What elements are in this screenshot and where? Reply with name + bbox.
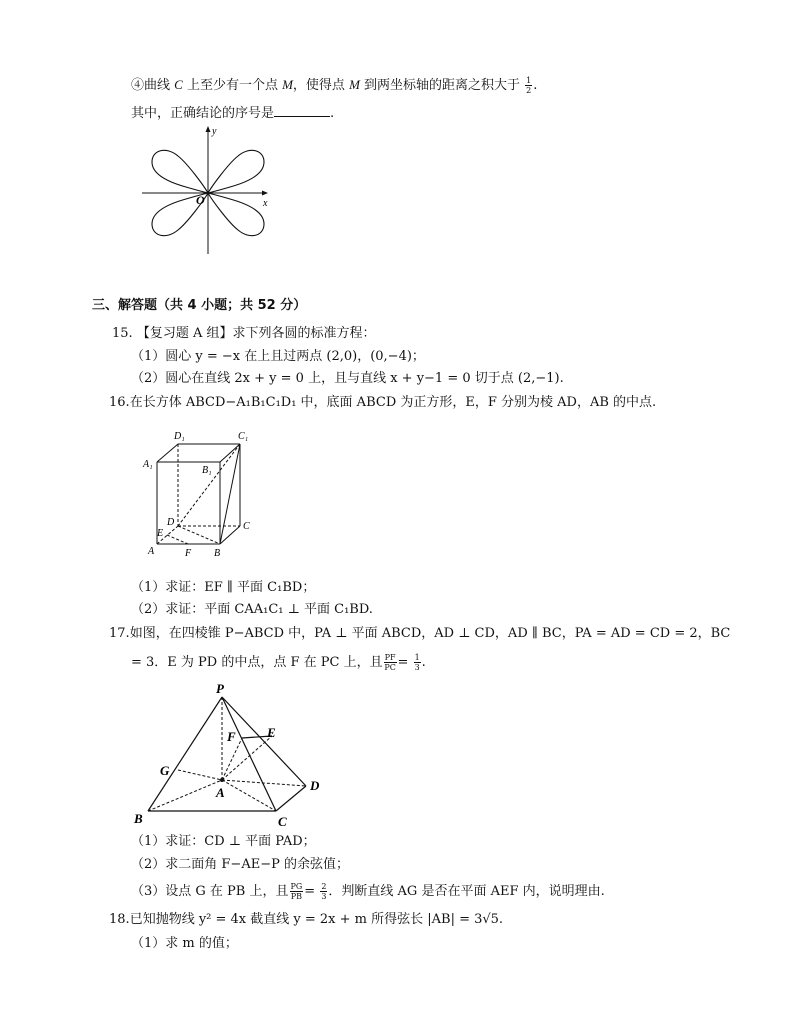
q17-part3-text: = xyxy=(304,884,320,899)
q17-stem-text: 如图，在四棱锥 P−ABCD 中，PA ⊥ 平面 ABCD，AD ⊥ CD，AD ∥ BC，PA = AD = CD = 2，BC xyxy=(129,626,731,641)
q17-stem-text: = xyxy=(397,655,413,670)
label-d1: D₁ xyxy=(174,431,185,442)
label-a: A xyxy=(216,785,225,800)
q16-part2: （2）求证：平面 CAA₁C₁ ⊥ 平面 C₁BD. xyxy=(131,602,373,617)
q16-part1: （1）求证：EF ∥ 平面 C₁BD； xyxy=(131,580,316,595)
label-c: C xyxy=(278,814,287,829)
frac-den: 3 xyxy=(321,892,327,901)
frac-num: PF xyxy=(384,653,396,662)
q15-part2: （2）圆心在直线 2x + y = 0 上，且与直线 x + y−1 = 0 切于点 (2,−1). xyxy=(131,371,564,386)
q18-stem-text: 已知抛物线 y² = 4x 截直线 y = 2x + m 所得弦长 |AB| = 3√5. xyxy=(129,912,504,927)
q15-part1: （1）圆心 y = −x 在上且过两点 (2,0)，(0,−4)； xyxy=(131,349,425,364)
answer-blank[interactable] xyxy=(274,104,330,117)
q17-stem1 xyxy=(109,625,730,643)
q17-part3-text: ．判断直线 AG 是否在平面 AEF 内，说明理由. xyxy=(328,884,605,899)
frac-den: PB xyxy=(290,892,303,901)
q14-item4 xyxy=(131,76,537,95)
edge-pc xyxy=(222,697,276,811)
label-f: F xyxy=(227,729,236,744)
question-number: 16. xyxy=(109,395,130,410)
edge-cd xyxy=(276,786,306,811)
label-b: B xyxy=(214,548,221,559)
question-number: 17. xyxy=(109,626,130,641)
q14-var-m: M xyxy=(282,77,293,92)
q17-stem-text: . xyxy=(421,655,426,670)
label-d: D xyxy=(167,517,175,528)
q18-part1: （1）求 m 的值； xyxy=(131,936,238,951)
question-number: 18. xyxy=(109,912,130,927)
q14-frac-den: 2 xyxy=(526,86,532,95)
q17-part2: （2）求二面角 F−AE−P 的余弦值； xyxy=(131,857,349,872)
q17-fraction-one-third xyxy=(414,653,421,672)
segment-ac xyxy=(222,780,276,811)
q14-frac-num: 1 xyxy=(526,76,532,85)
frac-den: PC xyxy=(384,663,396,672)
point-a xyxy=(220,778,224,782)
frac-den: 3 xyxy=(414,663,420,672)
segment-ef xyxy=(167,535,188,544)
q17-part3 xyxy=(131,882,605,901)
segment-bd xyxy=(178,526,220,544)
q14-item4-text: 到两坐标轴的距离之积大于 xyxy=(359,78,525,93)
q14-var-c: C xyxy=(174,77,183,92)
question-number: 15. xyxy=(112,326,133,341)
q15-stem xyxy=(112,325,375,343)
label-e: E xyxy=(157,528,164,539)
label-d: D xyxy=(310,778,320,793)
label-g: G xyxy=(160,763,170,778)
segment-ab xyxy=(148,780,222,811)
q17-part1: （1）求证：CD ⊥ 平面 PAD； xyxy=(131,834,316,849)
q14-var-m: M xyxy=(349,77,360,92)
q16-stem-text: 在长方体 ABCD−A₁B₁C₁D₁ 中，底面 ABCD 为正方形，E，F 分别为棱 AD，AB 的中点. xyxy=(129,395,657,410)
q16-stem xyxy=(109,394,656,412)
q17-fraction-pf-pc xyxy=(384,653,397,672)
y-axis-label: y xyxy=(212,126,217,137)
x-axis-arrow xyxy=(262,191,268,196)
label-b: B xyxy=(134,811,143,826)
q17-stem2 xyxy=(131,653,426,672)
origin-label: O xyxy=(196,193,205,207)
four-leaf-curve-figure xyxy=(138,124,278,256)
label-c1: C₁ xyxy=(238,431,249,442)
label-a: A xyxy=(148,546,155,557)
label-a1: A₁ xyxy=(143,459,153,470)
label-f: F xyxy=(185,548,192,559)
q14-conclusion-text: . xyxy=(330,106,335,121)
q14-item4-text: . xyxy=(533,78,538,93)
segment-c1d xyxy=(178,444,240,526)
segment-af xyxy=(222,738,242,780)
section-title: 三、解答题（共 4 小题；共 52 分） xyxy=(92,298,307,313)
x-axis-label: x xyxy=(263,198,268,209)
q17-fraction-two-thirds xyxy=(320,882,327,901)
frac-num: 2 xyxy=(321,882,327,891)
label-b1: B₁ xyxy=(202,465,212,476)
frac-num: PG xyxy=(290,882,303,891)
q17-fraction-pg-pb xyxy=(290,882,304,901)
label-p: P xyxy=(216,681,224,696)
q17-stem-text: = 3．E 为 PD 的中点，点 F 在 PC 上，且 xyxy=(131,655,383,670)
q14-conclusion xyxy=(131,104,334,123)
pyramid-figure xyxy=(130,680,330,830)
label-c: C xyxy=(243,521,250,532)
q14-item4-text: ，使得点 xyxy=(292,78,350,93)
edge-pb xyxy=(148,697,222,811)
q14-item4-text: 上至少有一个点 xyxy=(182,78,283,93)
q15-stem-text: 【复习题 A 组】求下列各圆的标准方程： xyxy=(136,326,376,341)
frac-num: 1 xyxy=(414,653,420,662)
edge-a1d1 xyxy=(157,444,178,462)
y-axis-arrow xyxy=(206,126,211,132)
segment-ag xyxy=(178,770,222,780)
q17-part3-text: （3）设点 G 在 PB 上，且 xyxy=(131,884,289,899)
q18-stem xyxy=(109,911,503,929)
q14-item4-text: ④曲线 xyxy=(131,78,175,93)
cuboid-figure xyxy=(140,426,260,560)
q14-conclusion-text: 其中，正确结论的序号是 xyxy=(131,106,275,121)
label-e: E xyxy=(267,725,276,740)
q14-fraction xyxy=(525,76,532,95)
